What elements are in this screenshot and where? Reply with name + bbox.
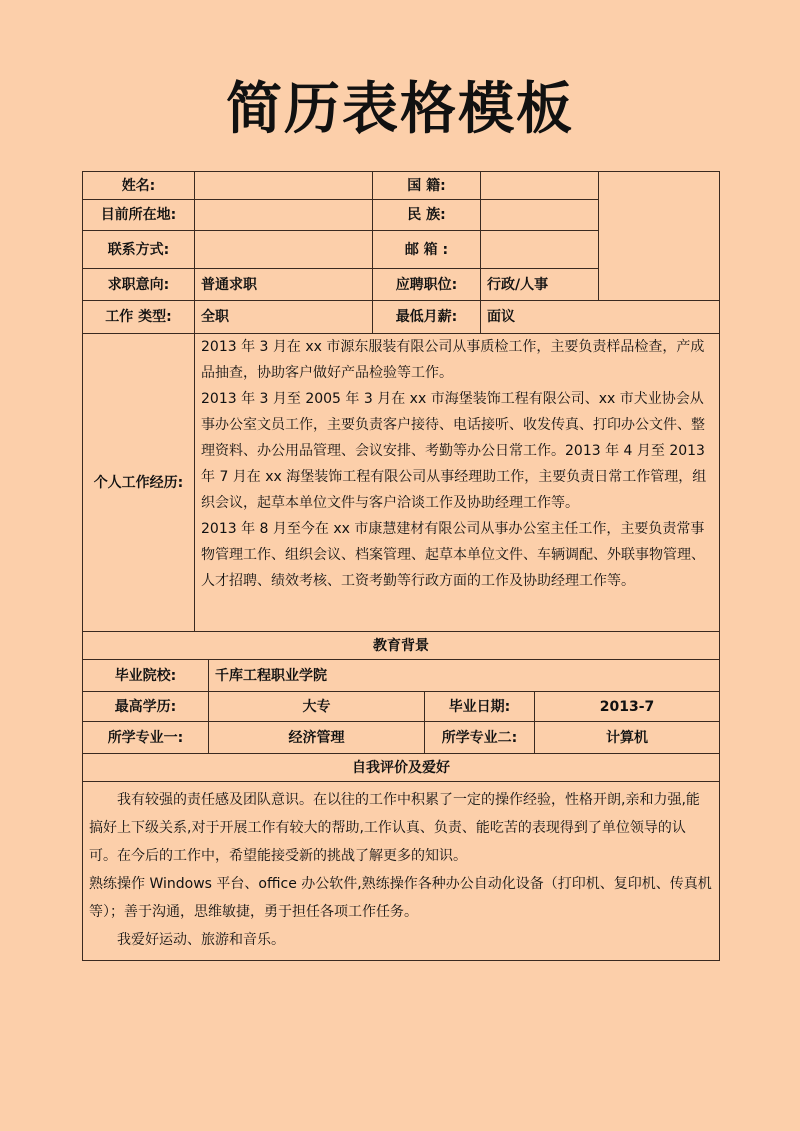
email-label: 邮 箱 : [373, 231, 481, 269]
major1-value[interactable]: 经济管理 [209, 722, 425, 754]
worktype-label: 工作 类型: [83, 301, 195, 334]
nationality-label: 国 籍: [373, 172, 481, 200]
page-title: 简历表格模板 [226, 77, 574, 142]
nationality-field[interactable] [481, 172, 599, 200]
intent-label: 求职意向: [83, 269, 195, 301]
ethnicity-field[interactable] [481, 200, 599, 231]
school-label: 毕业院校: [83, 660, 209, 692]
email-field[interactable] [481, 231, 599, 269]
location-label: 目前所在地: [83, 200, 195, 231]
experience-text[interactable] [195, 334, 720, 632]
education-header: 教育背景 [83, 632, 720, 660]
resume-form [82, 171, 719, 961]
experience-paragraph: 年 7 月在 xx 海堡装饰工程有限公司从事经理助工作，主要负责日常工作管理，组织会议，起草本单位文件与客户洽谈工作及协助经理工作等。 [201, 469, 707, 511]
major2-label: 所学专业二: [425, 722, 535, 754]
grad-date-label: 毕业日期: [425, 692, 535, 722]
school-value[interactable]: 千库工程职业学院 [209, 660, 720, 692]
location-field[interactable] [195, 200, 373, 231]
worktype-value[interactable]: 全职 [195, 301, 373, 334]
name-label: 姓名: [83, 172, 195, 200]
degree-label: 最高学历: [83, 692, 209, 722]
contact-label: 联系方式: [83, 231, 195, 269]
education-table [82, 631, 720, 961]
personal-info-table [82, 171, 720, 632]
self-eval-paragraph: 我有较强的责任感及团队意识。在以往的工作中积累了一定的操作经验，性格开朗,亲和力强,能搞好上下级关系,对于开展工作有较大的帮助,工作认真、负责、能吃苦的表现得到了单位领导的认可。在今后的工作中，希望能接受新的挑战了解更多的知识。 [89, 792, 700, 864]
salary-label: 最低月薪: [373, 301, 481, 334]
position-label: 应聘职位: [373, 269, 481, 301]
skills-paragraph: 熟练操作 Windows 平台、office 办公软件,熟练操作各种办公自动化设备（打印机、复印机、传真机等）；善于沟通，思维敏捷，勇于担任各项工作任务。 [89, 876, 712, 920]
grad-date-value[interactable]: 2013-7 [535, 692, 720, 722]
contact-field[interactable] [195, 231, 373, 269]
major1-label: 所学专业一: [83, 722, 209, 754]
intent-value[interactable]: 普通求职 [195, 269, 373, 301]
salary-value[interactable]: 面议 [481, 301, 720, 334]
photo-box[interactable] [599, 172, 720, 301]
name-field[interactable] [195, 172, 373, 200]
self-eval-text[interactable] [83, 782, 720, 961]
experience-paragraph: 2013 年 8 月至今在 xx 市康慧建材有限公司从事办公室主任工作，主要负责常事物管理工作、组织会议、档案管理、起草本单位文件、车辆调配、外联事物管理、人才招聘、绩效考核、工资考勤等行政方面的工作及协助经理工作等。 [201, 521, 705, 589]
experience-label: 个人工作经历: [83, 334, 195, 632]
experience-paragraph: 2013 年 3 月至 2005 年 3 月在 xx 市海堡装饰工程有限公司、xx 市犬业协会从事办公室文员工作，主要负责客户接待、电话接听、收发传真、打印办公文件、整理资料、办公用品管理、会议安排、考勤等办公日常工作。2013 年 4 月至 2013 [201, 391, 705, 459]
position-value[interactable]: 行政/人事 [481, 269, 599, 301]
self-eval-header: 自我评价及爱好 [83, 754, 720, 782]
major2-value[interactable]: 计算机 [535, 722, 720, 754]
degree-value[interactable]: 大专 [209, 692, 425, 722]
experience-paragraph: 2013 年 3 月在 xx 市源东服装有限公司从事质检工作，主要负责样品检查，产成品抽查，协助客户做好产品检验等工作。 [201, 339, 705, 381]
hobbies-paragraph: 我爱好运动、旅游和音乐。 [117, 932, 285, 948]
ethnicity-label: 民 族: [373, 200, 481, 231]
